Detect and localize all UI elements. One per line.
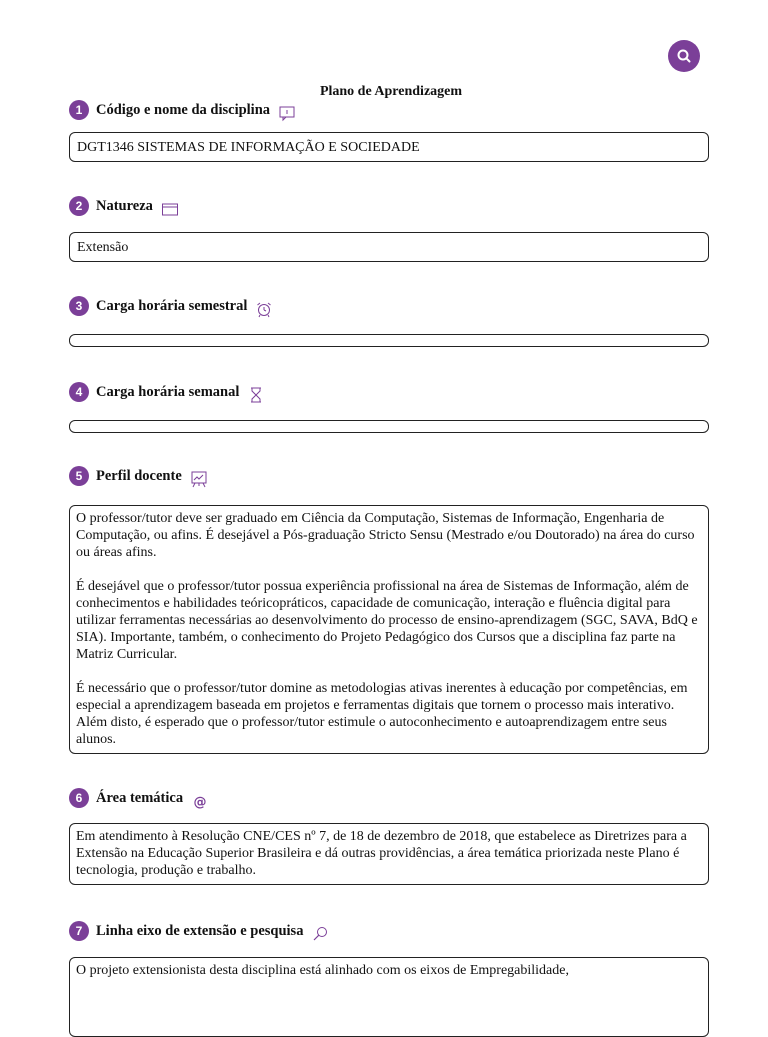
search-icon [676,48,692,64]
section-number-badge: 6 [69,788,89,808]
thematic-area-paragraph: Em atendimento à Resolução CNE/CES nº 7, de 18 de dezembro de 2018, que estabelece as Diretrizes para a Extensão na Educação Superior Brasileira e dá outras providências, a área temática priorizada neste Plano é tecnologia, produção e trabalho. [76,829,687,878]
section-number-badge: 3 [69,296,89,316]
extension-axis-field [69,957,709,1037]
nature-field: Extensão [69,232,709,262]
hourglass-icon [247,386,265,404]
section-label: Carga horária semanal [96,383,240,400]
section-label: Carga horária semestral [96,297,248,314]
section-number-badge: 2 [69,196,89,216]
section-heading-4 [69,382,265,402]
window-icon [161,200,179,218]
document-title: Plano de Aprendizagem [319,84,463,99]
extension-axis-paragraph: O projeto extensionista desta disciplina está alinhado com os eixos de Empregabilidade, [76,963,569,978]
svg-text:@: @ [193,795,207,810]
section-number-badge: 7 [69,921,89,941]
weekly-hours-field [69,420,709,433]
section-label: Código e nome da disciplina [96,101,271,118]
section-label: Natureza [96,197,153,214]
section-label: Linha eixo de extensão e pesquisa [96,922,304,939]
course-code-field: DGT1346 SISTEMAS DE INFORMAÇÃO E SOCIEDADE [69,132,709,162]
teacher-profile-paragraph: É desejável que o professor/tutor possua experiência profissional na área de Sistemas de Informação, além de conhecimentos e habilidades teóricopráticos, capacidade de comunicação, interação e fluência digital para utilizar ferramentas necessárias ao desenvolvimento do processo de ensino-aprendizagem (SGC, SAVA, BdQ e SIA). Importante, também, o conhecimento do Projeto Pedagógico dos Cursos que a disciplina faz parte na Matriz Curricular. [76,579,698,662]
teacher-profile-paragraph: É necessário que o professor/tutor domine as metodologias ativas inerentes à educação por competências, em especial a aprendizagem baseada em projetos e ferramentas digitais que tornem o processo mais interativo. Além disto, é esperado que o professor/tutor estimule o autoconhecimento e autoaprendizagem entre seus alunos. [76,681,688,747]
section-heading-5 [69,466,208,486]
section-heading-2 [69,196,179,216]
section-number-badge: 1 [69,100,89,120]
teacher-profile-paragraph: O professor/tutor deve ser graduado em Ciência da Computação, Sistemas de Informação, Engenharia de Computação, ou afins. É desejável a Pós-graduação Stricto Sensu (Mestrado e/ou Doutorado) na área do curso ou áreas afins. [76,511,695,560]
section-number-badge: 4 [69,382,89,402]
search-button[interactable] [668,40,700,72]
section-heading-1 [69,100,296,120]
section-number-badge: 5 [69,466,89,486]
teacher-profile-field [69,505,709,754]
section-heading-6 [69,788,209,808]
section-heading-3 [69,296,273,316]
at-sign-icon [191,792,209,810]
section-label: Perfil docente [96,467,182,484]
thematic-area-field [69,823,709,885]
section-heading-7 [69,921,329,941]
semester-hours-field [69,334,709,347]
speech-bubble-icon [278,104,296,122]
section-label: Área temática [96,789,184,806]
alarm-clock-icon [255,300,273,318]
presentation-board-icon [190,470,208,488]
magnifier-icon [311,925,329,943]
